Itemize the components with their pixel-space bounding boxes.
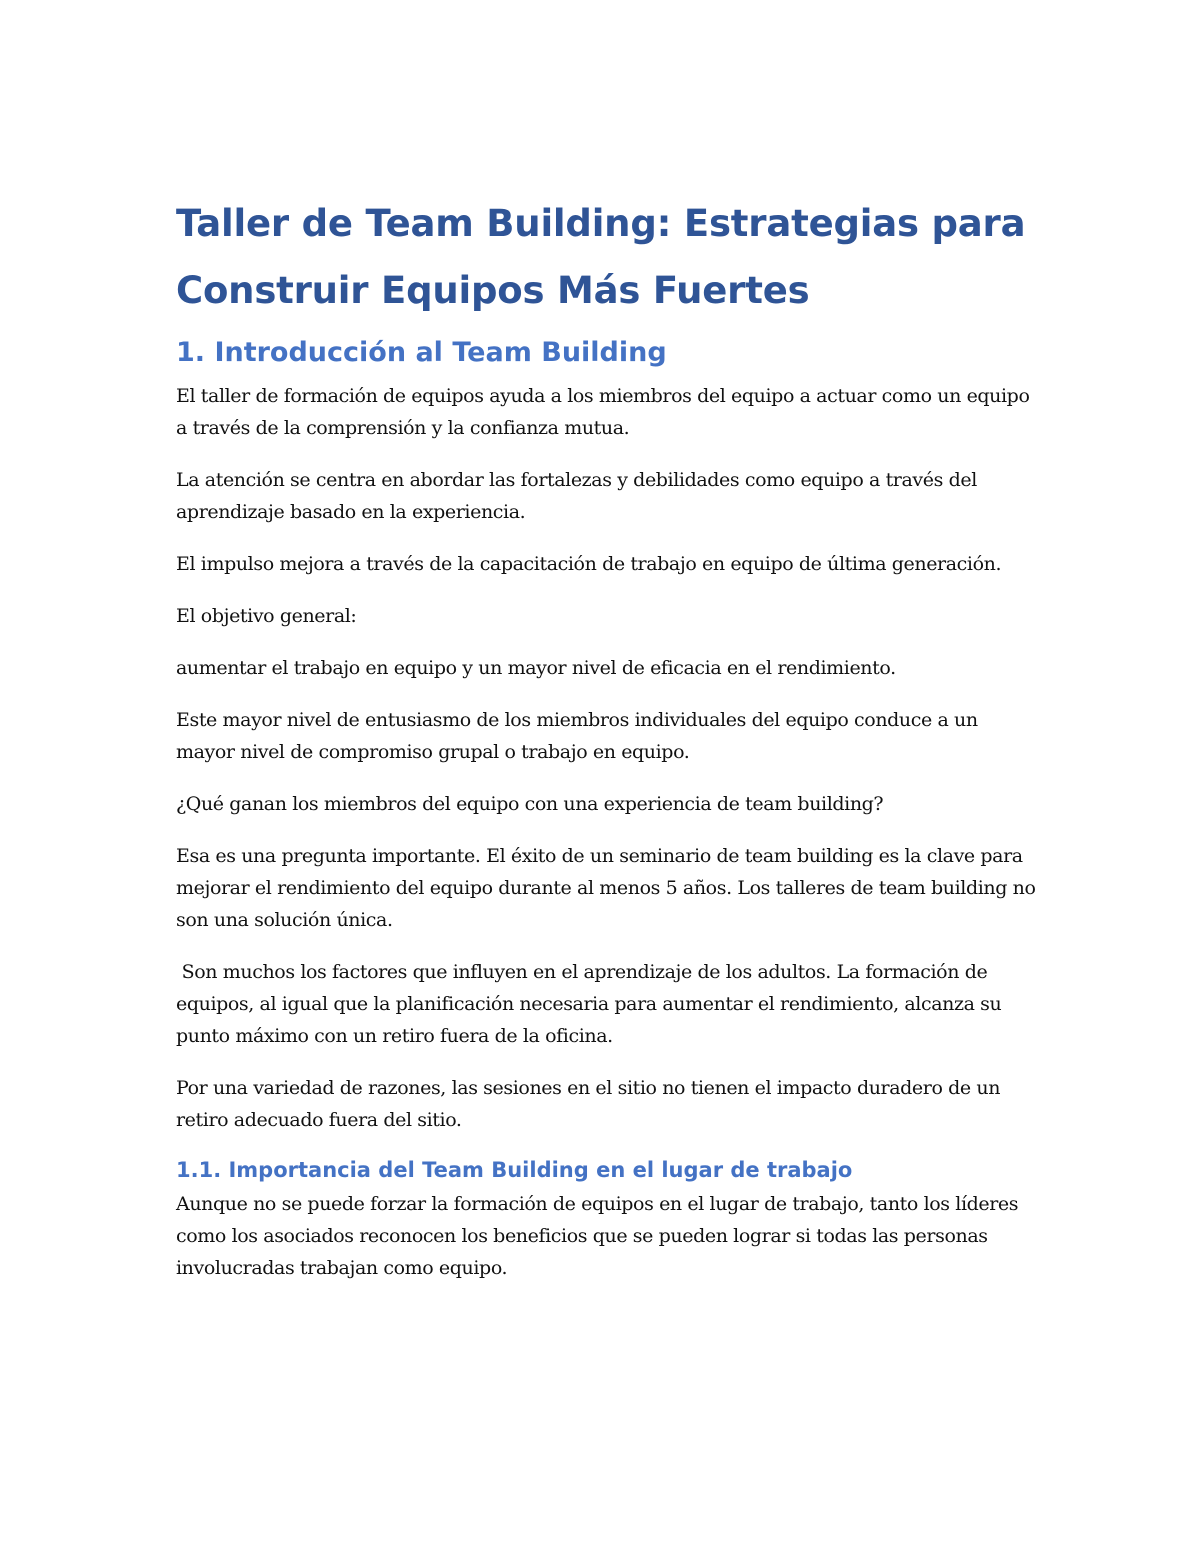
paragraph: La atención se centra en abordar las fortalezas y debilidades como equipo a través del aprendizaje basado en la experiencia. [176, 469, 977, 523]
section-heading-introduccion: 1. Introducción al Team Building [176, 337, 667, 368]
document-title: Taller de Team Building: Estrategias para Construir Equipos Más Fuertes [176, 202, 1026, 312]
paragraph: aumentar el trabajo en equipo y un mayor nivel de eficacia en el rendimiento. [176, 657, 896, 679]
paragraph: El objetivo general: [176, 605, 357, 627]
paragraph: El taller de formación de equipos ayuda a los miembros del equipo a actuar como un equipo a través de la comprensión y la confianza mutua. [176, 385, 1030, 439]
paragraph: Por una variedad de razones, las sesiones en el sitio no tienen el impacto duradero de un retiro adecuado fuera del sitio. [176, 1077, 1001, 1131]
document-body [176, 190, 1036, 1304]
paragraph: Esa es una pregunta importante. El éxito de un seminario de team building es la clave para mejorar el rendimiento del equipo durante al menos 5 años. Los talleres de team building no son una solución única. [176, 845, 1036, 931]
subsection-heading-importancia: 1.1. Importancia del Team Building en el lugar de trabajo [176, 1158, 853, 1182]
paragraph: El impulso mejora a través de la capacitación de trabajo en equipo de última generación. [176, 553, 1002, 575]
paragraph: ¿Qué ganan los miembros del equipo con una experiencia de team building? [176, 793, 884, 815]
paragraph: Aunque no se puede forzar la formación de equipos en el lugar de trabajo, tanto los líderes como los asociados reconocen los beneficios que se pueden lograr si todas las personas involucradas trabajan como equipo. [176, 1193, 1019, 1279]
paragraph: Este mayor nivel de entusiasmo de los miembros individuales del equipo conduce a un mayor nivel de compromiso grupal o trabajo en equipo. [176, 709, 978, 763]
paragraph: Son muchos los factores que influyen en el aprendizaje de los adultos. La formación de equipos, al igual que la planificación necesaria para aumentar el rendimiento, alcanza su punto máximo con un retiro fuera de la oficina. [176, 961, 1007, 1047]
